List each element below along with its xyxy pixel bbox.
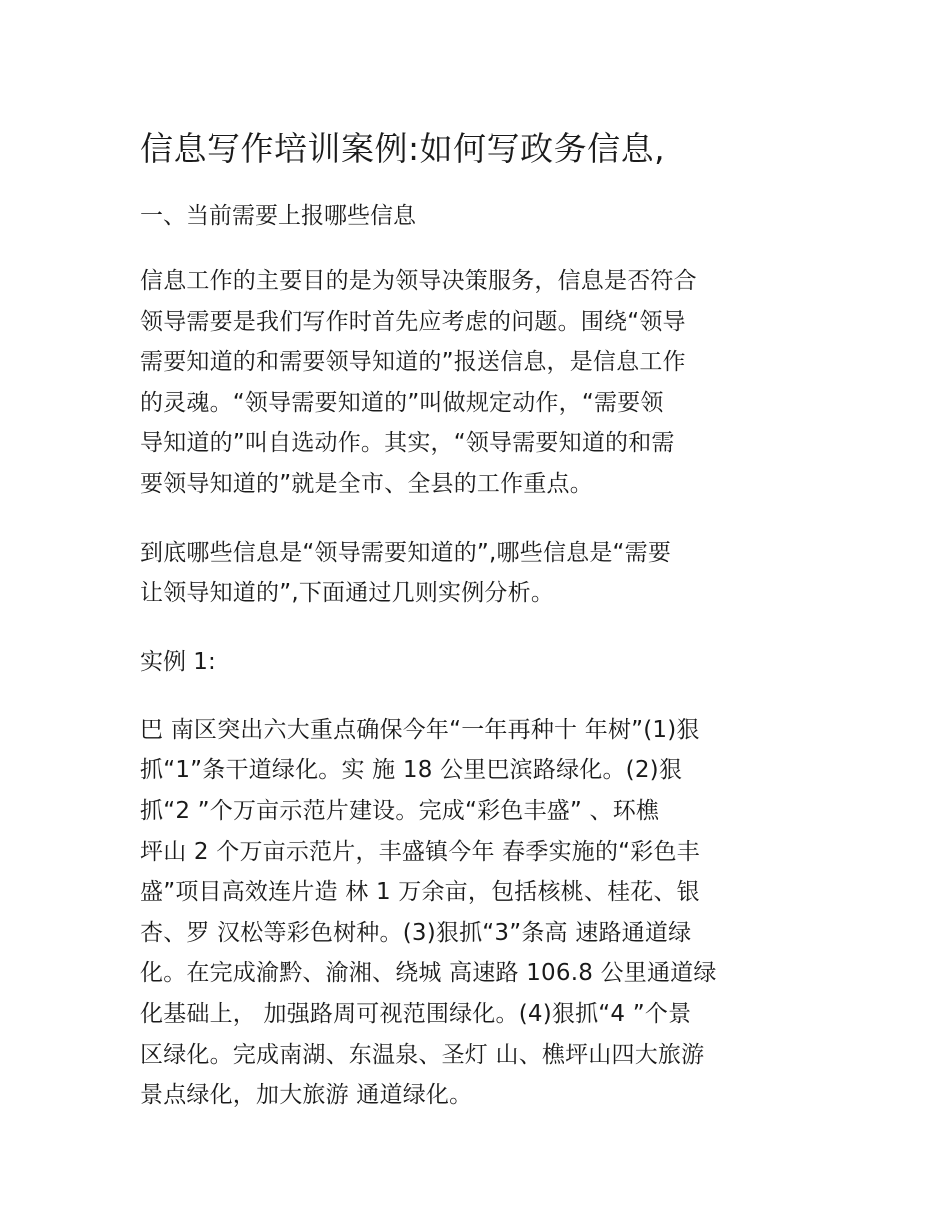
paragraph-line: 需要知道的和需要领导知道的”报送信息，是信息工作 <box>140 349 686 376</box>
section-heading: 一、当前需要上报哪些信息 <box>140 203 416 229</box>
paragraph-line: 的灵魂。“领导需要知道的”叫做规定动作，“需要领 <box>140 389 664 416</box>
document-title: 信息写作培训案例:如何写政务信息, <box>140 129 666 168</box>
paragraph-example-1 <box>140 710 820 1116</box>
document-page <box>140 125 820 1116</box>
paragraph-line: 抓“1”条干道绿化。实 施 18 公里巴滨路绿化。(2)狠 <box>140 757 683 784</box>
paragraph-line: 导知道的”叫自选动作。其实，“领导需要知道的和需 <box>140 430 675 457</box>
paragraph-line: 杏、罗 汉松等彩色树种。(3)狠抓“3”条高 速路通道绿 <box>140 919 692 946</box>
paragraph-line: 区绿化。完成南湖、东温泉、圣灯 山、樵坪山四大旅游 <box>140 1041 705 1068</box>
paragraph-line: 巴 南区突出六大重点确保今年“一年再种十 年树”(1)狠 <box>140 716 700 743</box>
paragraph-line: 盛”项目高效连片造 林 1 万余亩，包括核桃、桂花、银 <box>140 879 700 906</box>
paragraph-examples-intro <box>140 533 820 614</box>
paragraph-line: 要领导知道的”就是全市、全县的工作重点。 <box>140 470 593 497</box>
paragraph-line: 坪山 2 个万亩示范片，丰盛镇今年 春季实施的“彩色丰 <box>140 838 700 865</box>
paragraph-line: 抓“2 ”个万亩示范片建设。完成“彩色丰盛” 、环樵 <box>140 797 660 824</box>
paragraph-line: 让领导知道的”,下面通过几则实例分析。 <box>140 580 555 607</box>
paragraph-line: 化。在完成渝黔、渝湘、绕城 高速路 106.8 公里通道绿 <box>140 960 717 987</box>
paragraph-line: 到底哪些信息是“领导需要知道的”,哪些信息是“需要 <box>140 539 672 566</box>
paragraph-line: 景点绿化，加大旅游 通道绿化。 <box>140 1082 473 1109</box>
example-label: 实例 1: <box>140 648 216 675</box>
paragraph-leadership-needs <box>140 261 820 505</box>
paragraph-line: 领导需要是我们写作时首先应考虑的问题。围绕“领导 <box>140 308 686 335</box>
paragraph-line: 化基础上， 加强路周可视范围绿化。(4)狠抓“4 ”个景 <box>140 1000 692 1027</box>
paragraph-line: 信息工作的主要目的是为领导决策服务，信息是否符合 <box>140 268 697 294</box>
